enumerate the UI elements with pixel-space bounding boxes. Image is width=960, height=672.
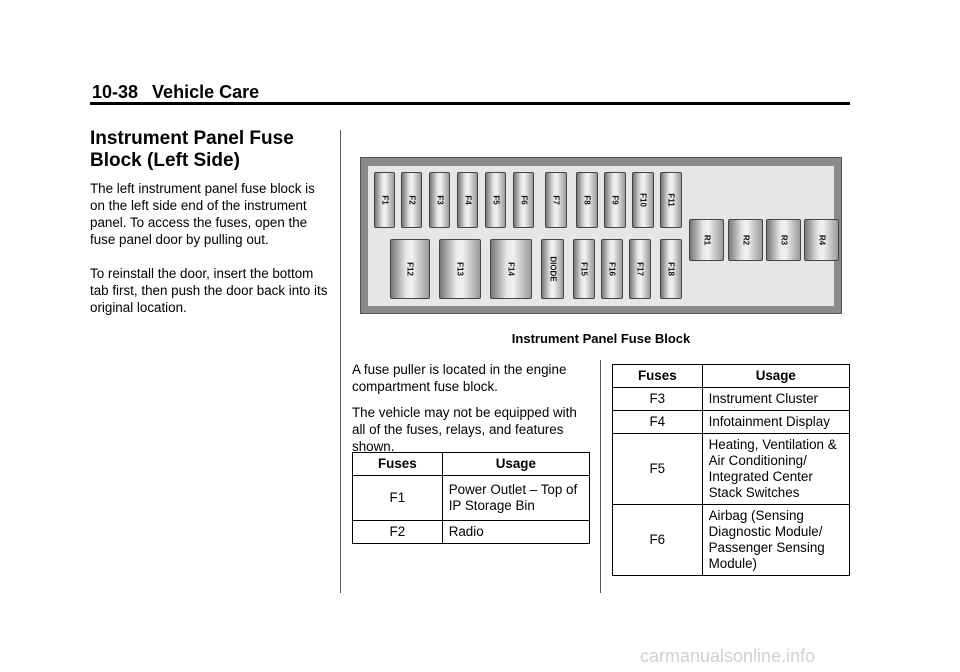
fuse-usage-table-2 — [612, 364, 850, 576]
chapter-title: Vehicle Care — [152, 82, 260, 102]
table-header-row — [613, 365, 850, 388]
relay-r3: R3 — [766, 219, 801, 261]
table-header-row — [353, 453, 590, 476]
header-fuses: Fuses — [353, 453, 443, 476]
intro-paragraph: The left instrument panel fuse block is on the left side end of the instrument panel. To access the fuses, open the fuse panel door by pulling out. — [90, 181, 315, 247]
fuse-f14: F14 — [490, 239, 532, 299]
fuse-f18: F18 — [660, 239, 682, 299]
page-header — [92, 82, 259, 103]
fuse-f17: F17 — [629, 239, 651, 299]
usage-cell: Power Outlet – Top of IP Storage Bin — [442, 476, 589, 521]
fuse-f10: F10 — [632, 172, 654, 228]
relay-r2: R2 — [728, 219, 763, 261]
fuse-f5: F5 — [485, 172, 506, 228]
header-usage: Usage — [702, 365, 849, 388]
fuse-f13: F13 — [439, 239, 481, 299]
diagram-caption: Instrument Panel Fuse Block — [511, 331, 691, 346]
watermark: carmanualsonline.info — [640, 646, 816, 666]
fuse-f11: F11 — [660, 172, 682, 228]
section-title: Instrument Panel Fuse Block (Left Side) — [90, 128, 294, 171]
reinstall-paragraph: To reinstall the door, insert the bottom tab first, then push the door back into its original location. — [90, 266, 328, 315]
fuse-f3: F3 — [429, 172, 450, 228]
table-row — [613, 388, 850, 411]
fuse-cell: F2 — [353, 521, 443, 544]
header-usage: Usage — [442, 453, 589, 476]
usage-cell: Airbag (Sensing Diagnostic Module/ Passenger Sensing Module) — [702, 505, 849, 576]
fuse-f16: F16 — [601, 239, 623, 299]
fuse-panel — [368, 166, 834, 306]
table-row — [353, 521, 590, 544]
diode: DIODE — [541, 239, 564, 299]
relay-r4: R4 — [804, 219, 839, 261]
table-row — [613, 505, 850, 576]
fuse-f9: F9 — [604, 172, 626, 228]
fuse-f8: F8 — [576, 172, 598, 228]
fuse-usage-table-1 — [352, 452, 590, 544]
fuse-cell: F1 — [353, 476, 443, 521]
column-divider-right — [600, 360, 601, 593]
fuse-f12: F12 — [390, 239, 430, 299]
relay-r1: R1 — [689, 219, 724, 261]
fuse-cell: F5 — [613, 434, 703, 505]
table-row — [353, 476, 590, 521]
table-row — [613, 411, 850, 434]
header-rule — [90, 102, 850, 105]
usage-cell: Heating, Ventilation & Air Conditioning/ Integrated Center Stack Switches — [702, 434, 849, 505]
usage-cell: Instrument Cluster — [702, 388, 849, 411]
fuse-f6: F6 — [513, 172, 534, 228]
header-fuses: Fuses — [613, 365, 703, 388]
equipment-note-paragraph: The vehicle may not be equipped with all of the fuses, relays, and features shown. — [352, 405, 577, 454]
fuse-f15: F15 — [573, 239, 595, 299]
fuse-f7: F7 — [545, 172, 567, 228]
fuse-puller-paragraph: A fuse puller is located in the engine compartment fuse block. — [352, 362, 567, 394]
page-number: 10-38 — [92, 82, 139, 102]
usage-cell: Radio — [442, 521, 589, 544]
fuse-f1: F1 — [374, 172, 395, 228]
table-row — [613, 434, 850, 505]
fuse-cell: F4 — [613, 411, 703, 434]
usage-cell: Infotainment Display — [702, 411, 849, 434]
fuse-f4: F4 — [457, 172, 478, 228]
fuse-block-diagram — [360, 157, 842, 314]
fuse-f2: F2 — [401, 172, 422, 228]
column-divider-left — [340, 130, 341, 593]
fuse-cell: F3 — [613, 388, 703, 411]
fuse-cell: F6 — [613, 505, 703, 576]
